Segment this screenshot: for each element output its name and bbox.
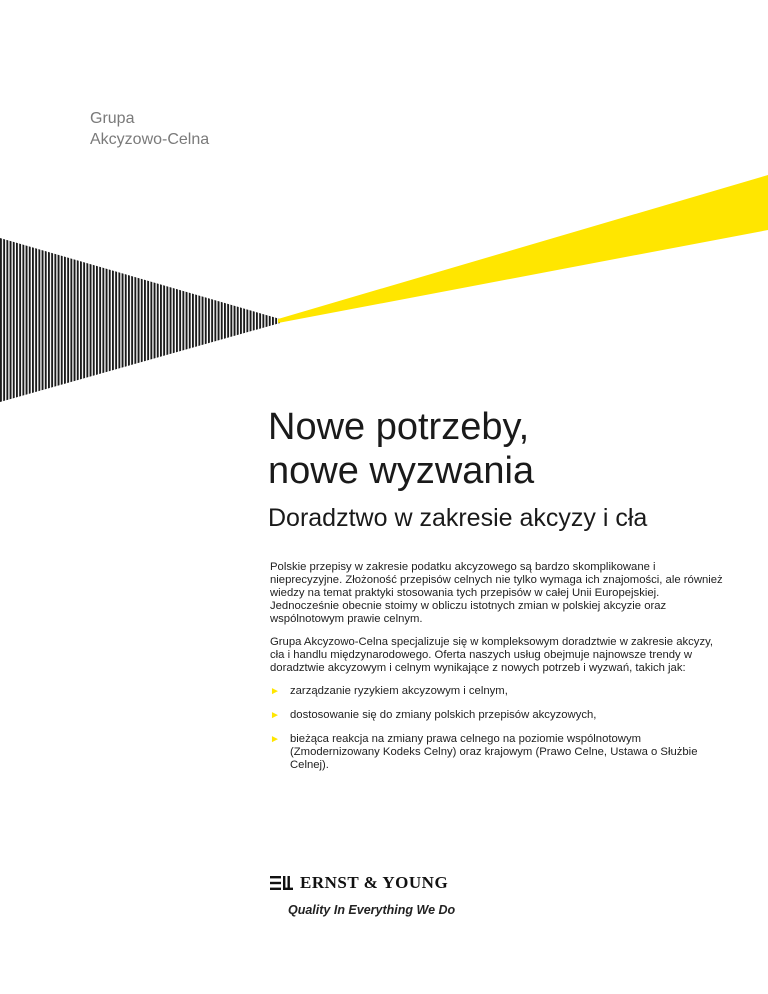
list-item-text: zarządzanie ryzykiem akcyzowym i celnym, [290,685,508,697]
ey-beam-graphic [0,0,768,410]
paragraph-intro: Polskie przepisy w zakresie podatku akcyzowego są bardzo skomplikowane i nieprecyzyjne. Złożoność przepisów celnych nie tylko wymaga ich znajomości, ale również wiedzy na temat praktyki stosowania tych przepisów w całej Unii Europejskiej. Jednocześnie obecnie stoimy w obliczu istotnych zmian w polskiej akcyzie oraz wspólnotowym prawie celnym. [270,561,723,625]
ey-mark-icon [270,875,294,891]
page-title [268,405,534,493]
bullet-list [270,685,725,772]
body-text [270,561,725,783]
list-item-text: bieżąca reakcja na zmiany prawa celnego na poziomie wspólnotowym (Zmodernizowany Kodeks Celny) oraz krajowym (Prawo Celne, Ustawa o Służbie Celnej). [290,733,698,771]
beam-yellow [278,175,768,323]
group-label-line1: Grupa [90,110,135,127]
group-label-line2: Akcyzowo-Celna [90,131,210,148]
page-subtitle: Doradztwo w zakresie akcyzy i cła [268,504,648,532]
logo-wordmark: ERNST & YOUNG [300,873,449,892]
list-item [270,685,725,698]
list-item [270,733,725,772]
title-line2: nowe wyzwania [268,450,535,492]
beam-stripes [0,238,280,402]
list-item-text: dostosowanie się do zmiany polskich przepisów akcyzowych, [290,709,597,721]
ernst-young-logo [270,873,455,917]
triangle-bullet-icon: ► [270,686,280,697]
title-line1: Nowe potrzeby, [268,406,530,448]
paragraph-services: Grupa Akcyzowo-Celna specjalizuje się w kompleksowym doradztwie w zakresie akcyzy, cła i handlu międzynarodowego. Oferta naszych usług obejmuje najnowsze trendy w doradztwie akcyzowym i celnym wynikające z nowych potrzeb i wyzwań, takich jak: [270,636,714,674]
list-item [270,709,725,722]
triangle-bullet-icon: ► [270,710,280,721]
logo-tagline: Quality In Everything We Do [288,903,456,917]
triangle-bullet-icon: ► [270,734,280,745]
